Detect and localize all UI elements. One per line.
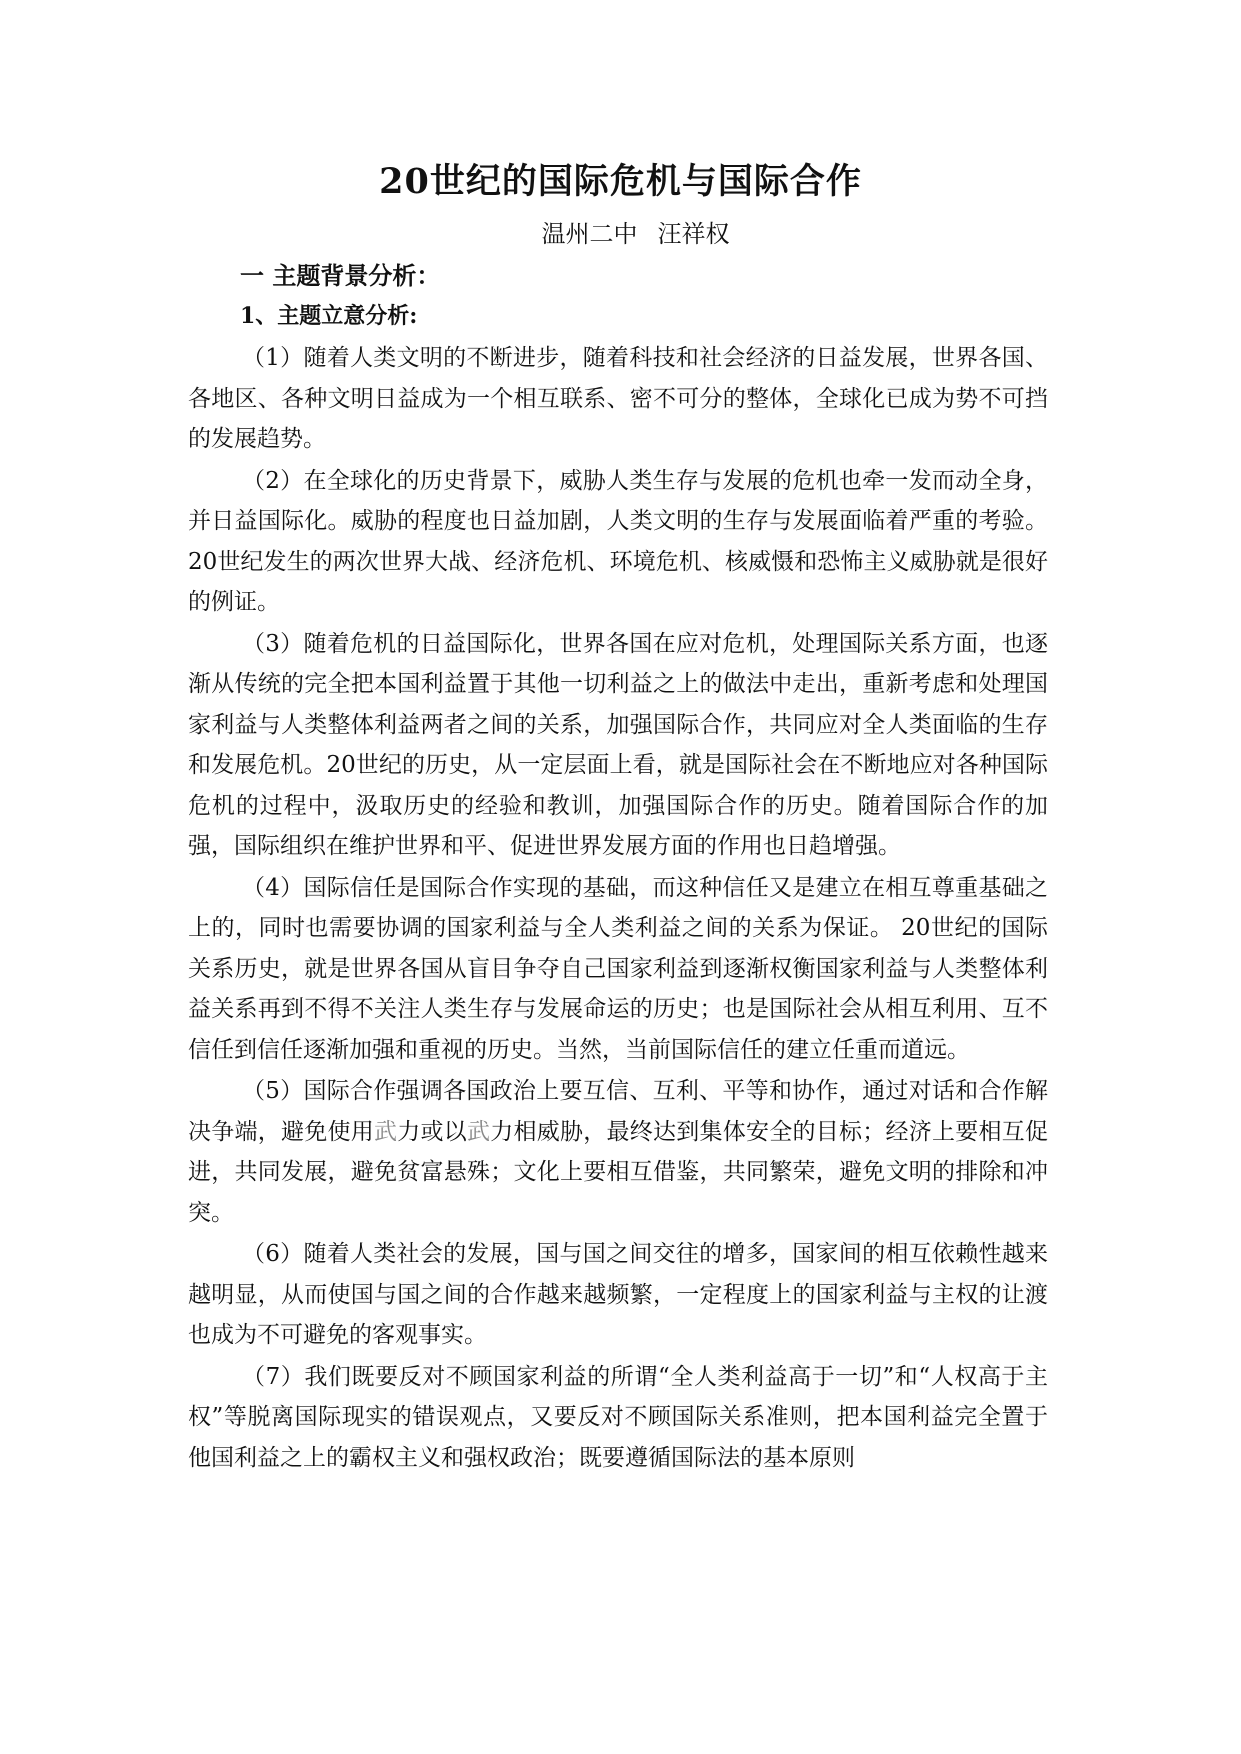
paragraph-7: （7）我们既要反对不顾国家利益的所谓“全人类利益高于一切”和“人权高于主权”等脱离国际现实的错误观点，又要反对不顾国际关系准则，把本国利益完全置于他国利益之上的霸权主义和强权政治；既要遵循国际法的基本原则 bbox=[188, 1363, 1048, 1471]
paragraph-5-text-b: 力或以 bbox=[397, 1118, 467, 1145]
author-line bbox=[0, 216, 1241, 252]
paragraph-2: （2）在全球化的历史背景下，威胁人类生存与发展的危机也牵一发而动全身，并日益国际化。威胁的程度也日益加剧，人类文明的生存与发展面临着严重的考验。20世纪发生的两次世界大战、经济危机、环境危机、核威慑和恐怖主义威胁就是很好的例证。 bbox=[188, 467, 1048, 615]
author-name: 汪祥权 bbox=[657, 220, 730, 248]
faint-character: 武 bbox=[467, 1118, 491, 1145]
paragraph-5-text-a: （5）国际合作强调各国政治上要互信、互利、平等和协作，通过对话和合作解决争端，避免使用 bbox=[188, 1078, 1048, 1145]
faint-character: 武 bbox=[374, 1118, 398, 1145]
paragraph-5-text-c: 力相威胁，最终达到集体安全的目标；经济上要相互促进，共同发展，避免贫富悬殊；文化上要相互借鉴，共同繁荣，避免文明的排除和冲突。 bbox=[188, 1118, 1048, 1226]
section-heading: 一 主题背景分析： bbox=[240, 261, 441, 290]
author-school: 温州二中 bbox=[541, 220, 638, 248]
paragraph-4: （4）国际信任是国际合作实现的基础，而这种信任又是建立在相互尊重基础之上的，同时也需要协调的国家利益与全人类利益之间的关系为保证。 20世纪的国际关系历史，就是世界各国从盲目争夺自己国家利益到逐渐权衡国家利益与人类整体利益关系再到不得不关注人类生存与发展命运的历史；也是国际社会从相互利用、互不信任到信任逐渐加强和重视的历史。当然，当前国际信任的建立任重而道远。 bbox=[188, 874, 1048, 1063]
sub-heading: 1、主题立意分析: bbox=[240, 303, 418, 329]
paragraph-6: （6）随着人类社会的发展，国与国之间交往的增多，国家间的相互依赖性越来越明显，从而使国与国之间的合作越来越频繁，一定程度上的国家利益与主权的让渡也成为不可避免的客观事实。 bbox=[188, 1241, 1048, 1348]
paragraph-1: （1）随着人类文明的不断进步，随着科技和社会经济的日益发展，世界各国、各地区、各种文明日益成为一个相互联系、密不可分的整体，全球化已成为势不可挡的发展趋势。 bbox=[188, 345, 1048, 452]
paragraph-5 bbox=[188, 1071, 1048, 1233]
paragraph-3: （3）随着危机的日益国际化，世界各国在应对危机，处理国际关系方面，也逐渐从传统的完全把本国利益置于其他一切利益之上的做法中走出，重新考虑和处理国家利益与人类整体利益两者之间的关系，加强国际合作，共同应对全人类面临的生存和发展危机。20世纪的历史，从一定层面上看，就是国际社会在不断地应对各种国际危机的过程中，汲取历史的经验和教训，加强国际合作的历史。随着国际合作的加强，国际组织在维护世界和平、促进世界发展方面的作用也日趋增强。 bbox=[188, 630, 1048, 859]
document-title: 20世纪的国际危机与国际合作 bbox=[379, 161, 862, 202]
document-body bbox=[188, 338, 1048, 1479]
